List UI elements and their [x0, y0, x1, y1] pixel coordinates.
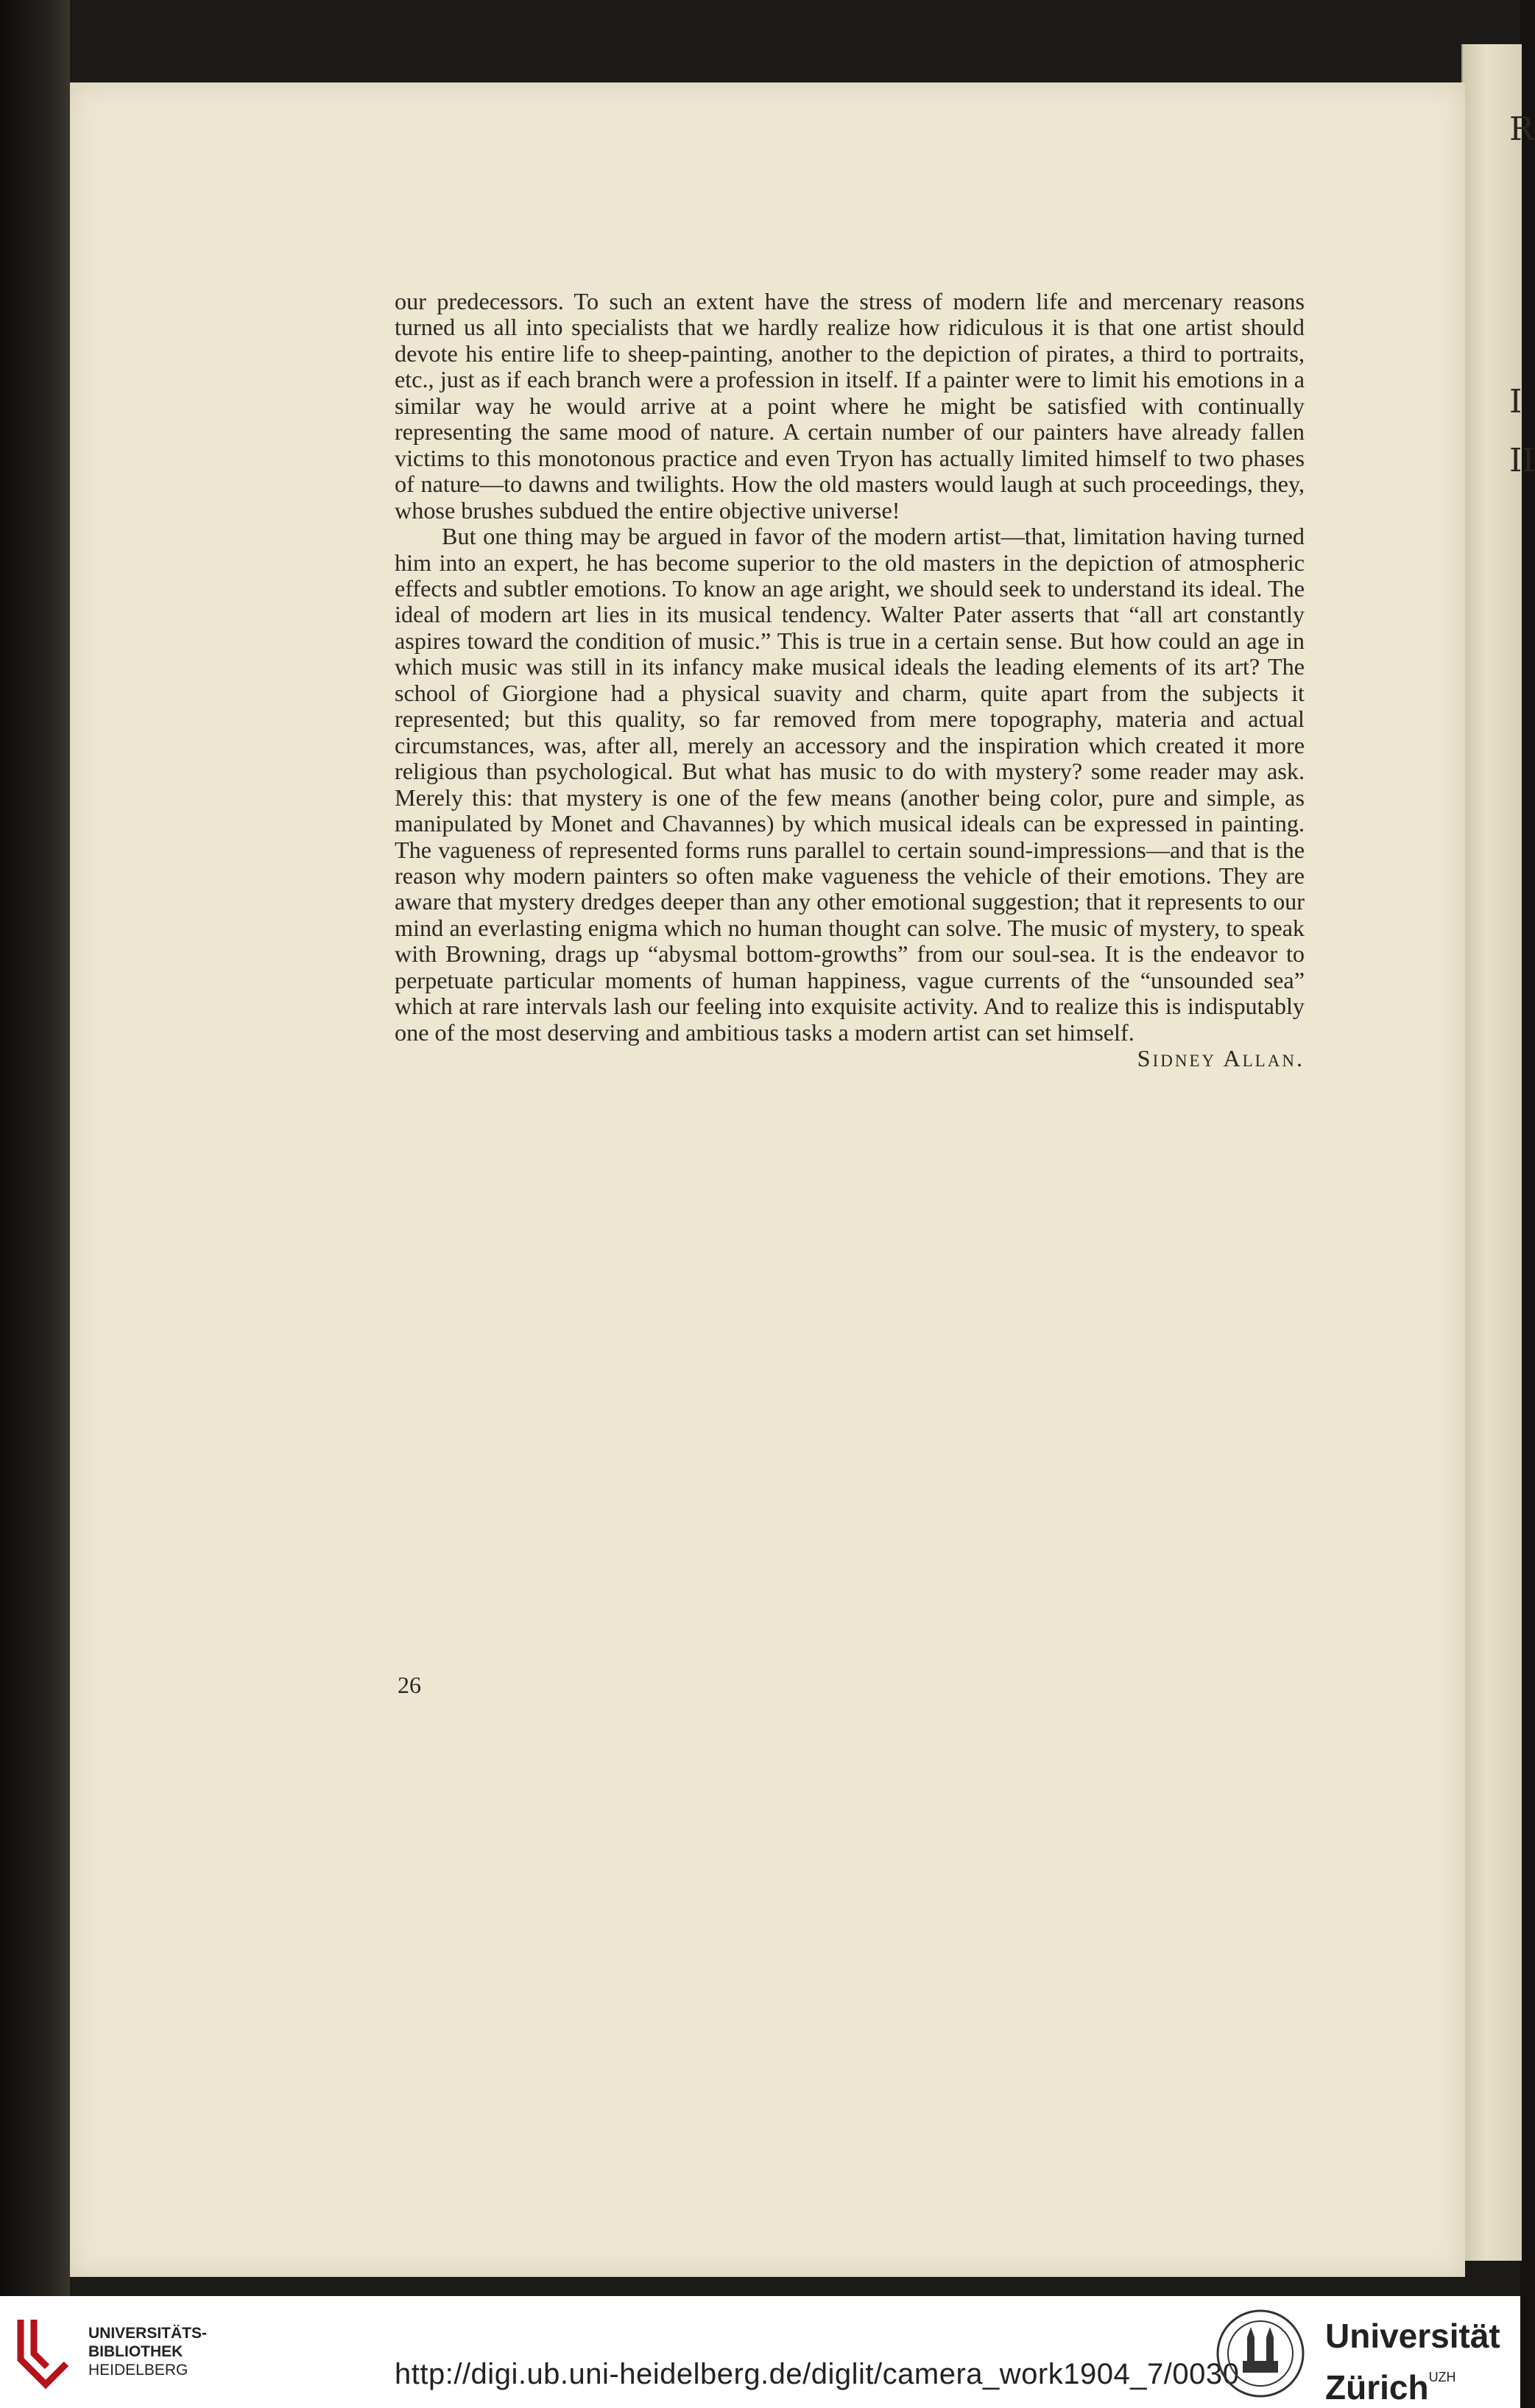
adjacent-page-fragment: I — [1509, 383, 1522, 420]
uzh-seal-icon — [1215, 2308, 1306, 2399]
page-number: 26 — [398, 1672, 421, 1698]
adjacent-page-edge — [1461, 44, 1522, 2261]
digitization-footer — [0, 2296, 1520, 2408]
ub-label-line: UNIVERSITÄTS- — [88, 2325, 208, 2342]
uzh-label-line — [1325, 2356, 1500, 2408]
ub-heidelberg-logo-icon — [16, 2315, 71, 2389]
source-url-link[interactable]: http://digi.ub.uni-heidelberg.de/diglit/camera_work1904_7/0030 — [395, 2358, 1240, 2390]
ub-heidelberg-label — [88, 2324, 207, 2379]
ub-label-line: HEIDELBERG — [88, 2362, 188, 2379]
ub-label-line: BIBLIOTHEK — [88, 2343, 183, 2360]
adjacent-page-fragment: II — [1509, 442, 1535, 479]
paragraph: our predecessors. To such an extent have the stress of modern life and mercenary reasons turned us all into specialists that we hardly realize how ridiculous it is that one artist should devote his entire life to sheep-painting, another to the depiction of pirates, a third to portraits, etc., just as if each branch were a profession in itself. If a painter were to limit his emotions in a similar way he would arrive at a point where he might be satisfied with continually representing the same mood of nature. A certain number of our painters have already fallen victims to this monotonous practice and even Tryon has actually limited himself to two phases of nature—to dawns and twilights. How the old masters would laugh at such proceedings, they, whose brushes subdued the entire objective universe! — [395, 288, 1305, 524]
body-text — [395, 289, 1305, 1072]
uzh-label-city: Zürich — [1325, 2368, 1429, 2407]
uzh-label — [1325, 2315, 1500, 2408]
adjacent-page-fragment: R — [1509, 110, 1534, 148]
uzh-label-line: Universität — [1325, 2317, 1500, 2355]
paragraph: But one thing may be argued in favor of the modern artist—that, limitation having turned him into an expert, he has become superior to the old masters in the depiction of atmospheric effects and subtler emotions. To know an age aright, we should seek to understand its ideal. The ideal of modern art lies in its musical tendency. Walter Pater asserts that “all art constantly aspires toward the condition of music.” This is true in a certain sense. But how could an age in which music was still in its infancy make musical ideals the leading elements of its art? The school of Giorgione had a physical suavity and charm, quite apart from the subjects it represented; but this quality, so far removed from mere topography, materia and actual circumstances, was, after all, merely an accessory and the inspiration which created it more religious than psychological. But what has music to do with mystery? some reader may ask. Merely this: that mystery is one of the few means (another being color, pure and simple, as manipulated by Monet and Chavannes) by which musical ideals can be expressed in painting. The vagueness of represented forms runs parallel to certain sound-impressions—and that is the reason why modern painters so often make vagueness the vehicle of their emotions. They are aware that mystery dredges deeper than any other emotional suggestion; that it represents to our mind an everlasting enigma which no human thought can solve. The music of mystery, to speak with Browning, drags up “abysmal bottom-growths” from our soul-sea. It is the endeavor to perpetuate particular moments of human happiness, vague currents of the “unsounded sea” which at rare intervals lash our feeling into exquisite activity. And to realize this is indisputably one of the most deserving and ambitious tasks a modern artist can set himself. — [395, 523, 1305, 1046]
uzh-superscript: UZH — [1428, 2370, 1456, 2384]
book-spine — [0, 0, 70, 2296]
author-signature: Sidney Allan. — [1137, 1045, 1305, 1072]
